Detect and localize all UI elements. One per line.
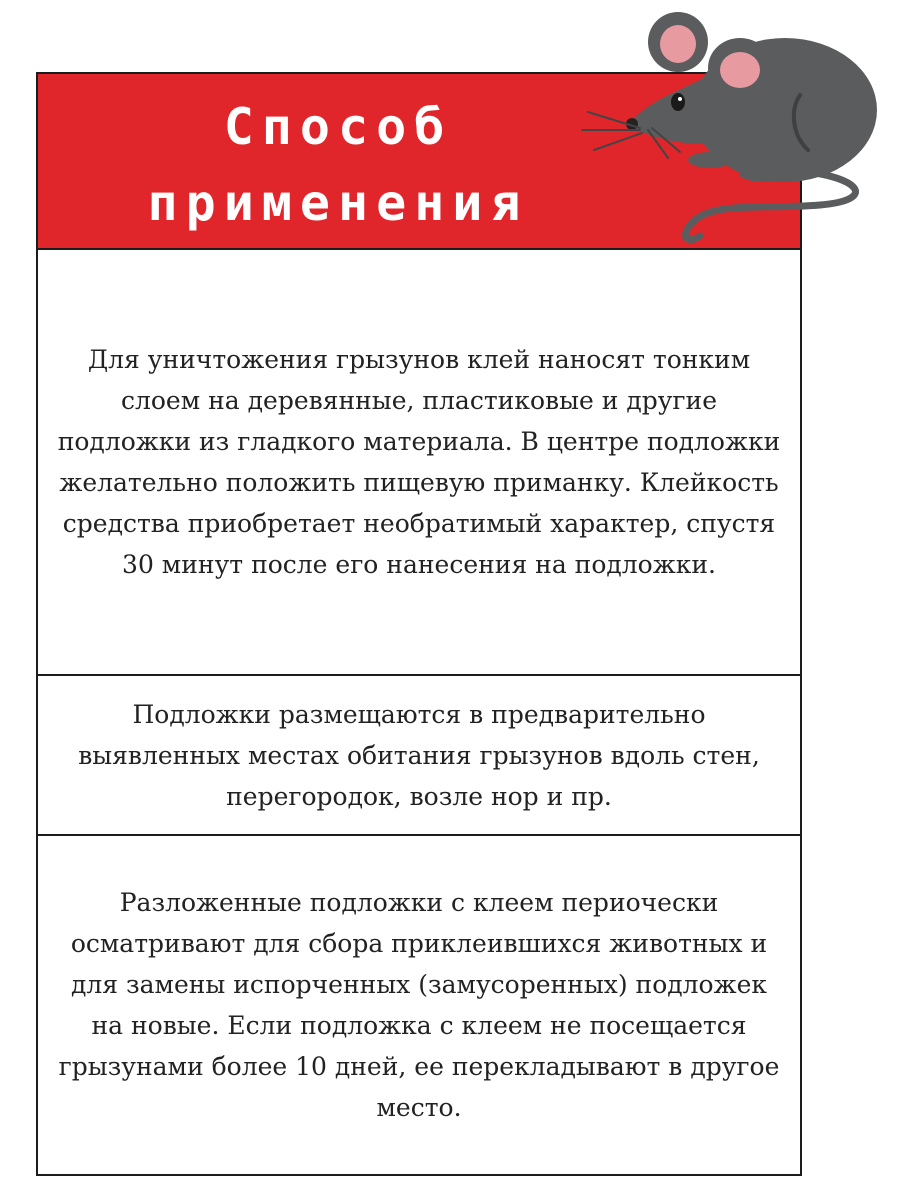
title-line-1: Способ (223, 98, 453, 156)
title-line-2: применения (147, 174, 529, 232)
section-inspection (38, 836, 800, 1174)
section-text: Подложки размещаются в предварительно выявленных местах обитания грызунов вдоль стен, перегородок, возле нор и пр. (78, 699, 760, 811)
section-text: Разложенные подложки с клеем периочески осматривают для сбора приклеившихся животных и для замены испорченных (замусоренных) подложек на новые. Если подложка с клеем не посещается грызунами более 10 дней, ее перекладывают в другое место. (58, 888, 780, 1122)
mouse-icon (560, 0, 890, 250)
section-text: Для уничтожения грызунов клей наносят тонким слоем на деревянные, пластиковые и другие подложки из гладкого материала. В центре подложки желательно положить пищевую приманку. Клейкость средства приобретает необратимый характер, спустя 30 минут после его нанесения на подложки. (57, 345, 781, 579)
section-application (38, 250, 800, 676)
section-placement (38, 676, 800, 836)
